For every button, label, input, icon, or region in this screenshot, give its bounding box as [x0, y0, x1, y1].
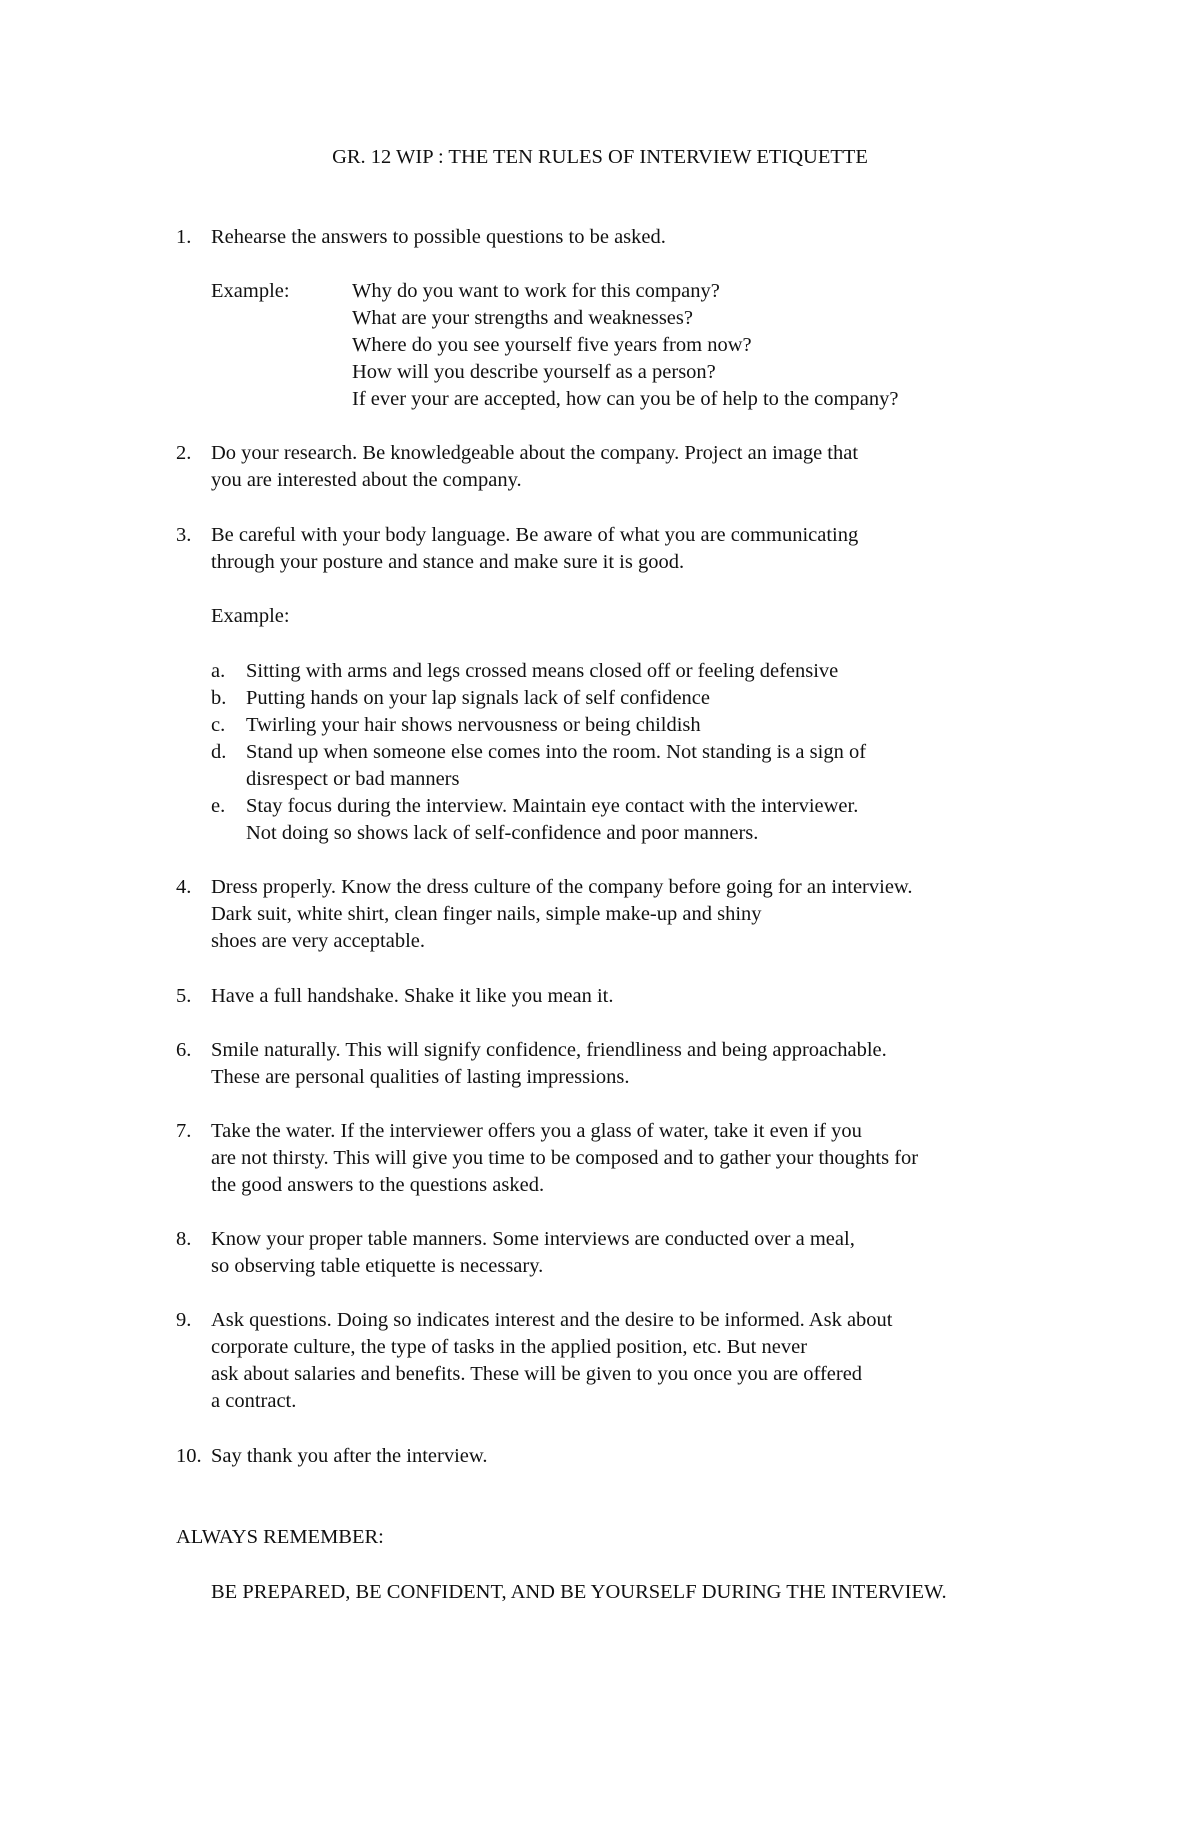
example-questions — [352, 278, 898, 413]
rule-number: 3. — [176, 524, 192, 546]
example-question: If ever your are accepted, how can you be of help to the company? — [352, 388, 899, 410]
rule-number: 1. — [176, 226, 192, 248]
rule-number: 7. — [176, 1120, 192, 1142]
rule-text — [211, 440, 1091, 494]
example-label: Example: — [211, 280, 290, 302]
rule-text — [211, 983, 1091, 1010]
rule-text — [211, 1226, 1091, 1280]
rule-line: Say thank you after the interview. — [211, 1445, 488, 1467]
item-line: disrespect or bad manners — [246, 768, 460, 790]
example-question: What are your strengths and weaknesses? — [352, 307, 693, 329]
rule-line: Do your research. Be knowledgeable about the company. Project an image that — [211, 442, 859, 464]
rule-line: through your posture and stance and make sure it is good. — [211, 551, 685, 573]
rule-line: These are personal qualities of lasting impressions. — [211, 1066, 630, 1088]
rule-text — [211, 874, 1091, 955]
rule-number: 10. — [176, 1445, 202, 1467]
rule-text — [211, 1307, 1091, 1415]
rule-line: shoes are very acceptable. — [211, 930, 425, 952]
rule-line: Take the water. If the interviewer offers you a glass of water, take it even if you — [211, 1120, 862, 1142]
item-text — [246, 658, 838, 685]
rule-text — [211, 1443, 1091, 1470]
closing-statement: BE PREPARED, BE CONFIDENT, AND BE YOURSELF DURING THE INTERVIEW. — [211, 1581, 947, 1603]
item-line: Stand up when someone else comes into the room. Not standing is a sign of — [246, 741, 867, 763]
item-letter: d. — [211, 741, 227, 763]
rule-number: 6. — [176, 1039, 192, 1061]
rule-text — [211, 1118, 1091, 1199]
page-title: GR. 12 WIP : THE TEN RULES OF INTERVIEW ETIQUETTE — [332, 146, 868, 168]
item-letter: c. — [211, 714, 226, 736]
item-text — [246, 793, 858, 847]
item-letter: b. — [211, 687, 227, 709]
rule-line: Dark suit, white shirt, clean finger nails, simple make-up and shiny — [211, 903, 762, 925]
rule-line: corporate culture, the type of tasks in the applied position, etc. But never — [211, 1336, 808, 1358]
rule-line: Smile naturally. This will signify confidence, friendliness and being approachable. — [211, 1039, 887, 1061]
rule-line: you are interested about the company. — [211, 469, 522, 491]
rule-line: Dress properly. Know the dress culture of the company before going for an interview. — [211, 876, 913, 898]
rule-line: Have a full handshake. Shake it like you mean it. — [211, 985, 614, 1007]
item-line: Putting hands on your lap signals lack of self confidence — [246, 687, 710, 709]
rule-text — [211, 224, 1091, 251]
rule-line: Ask questions. Doing so indicates interest and the desire to be informed. Ask about — [211, 1309, 893, 1331]
example-question: Why do you want to work for this company? — [352, 280, 720, 302]
rule-number: 4. — [176, 876, 192, 898]
item-letter: a. — [211, 660, 226, 682]
rule-line: the good answers to the questions asked. — [211, 1174, 545, 1196]
rule-line: a contract. — [211, 1390, 297, 1412]
item-text — [246, 685, 710, 712]
item-line: Twirling your hair shows nervousness or being childish — [246, 714, 701, 736]
item-line: Sitting with arms and legs crossed means closed off or feeling defensive — [246, 660, 839, 682]
rule-text — [211, 522, 1091, 576]
remember-label: ALWAYS REMEMBER: — [176, 1526, 384, 1548]
rule-number: 8. — [176, 1228, 192, 1250]
rule-number: 2. — [176, 442, 192, 464]
item-line: Not doing so shows lack of self-confidence and poor manners. — [246, 822, 759, 844]
rule-line: Rehearse the answers to possible questions to be asked. — [211, 226, 666, 248]
item-letter: e. — [211, 795, 226, 817]
rule-line: so observing table etiquette is necessary. — [211, 1255, 544, 1277]
item-line: Stay focus during the interview. Maintain eye contact with the interviewer. — [246, 795, 859, 817]
rule-text — [211, 1037, 1091, 1091]
example-question: Where do you see yourself five years from now? — [352, 334, 752, 356]
item-text — [246, 712, 701, 739]
rule-line: Know your proper table manners. Some interviews are conducted over a meal, — [211, 1228, 855, 1250]
item-text — [246, 739, 866, 793]
rule-number: 5. — [176, 985, 192, 1007]
rule-number: 9. — [176, 1309, 192, 1331]
rule-line: Be careful with your body language. Be aware of what you are communicating — [211, 524, 859, 546]
example-question: How will you describe yourself as a person? — [352, 361, 716, 383]
rule-line: ask about salaries and benefits. These will be given to you once you are offered — [211, 1363, 863, 1385]
rule-line: are not thirsty. This will give you time to be composed and to gather your thoughts for — [211, 1147, 919, 1169]
example-label: Example: — [211, 605, 290, 627]
